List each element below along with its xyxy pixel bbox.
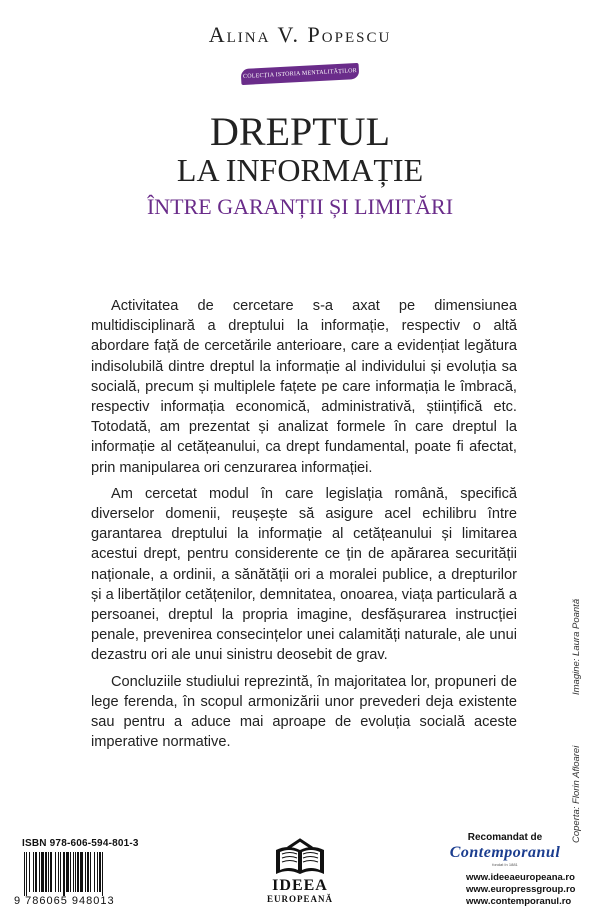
url-europressgroup[interactable]: www.europressgroup.ro [466, 884, 576, 895]
subtitle: ÎNTRE GARANȚII ȘI LIMITĂRI [146, 194, 454, 219]
contemporanul-tagline: fondat în 1881 [492, 862, 518, 867]
author-name: Alina V. Popescu [208, 22, 392, 47]
blurb-text [91, 296, 517, 758]
blurb-paragraph-1: Activitatea de cercetare s-a axat pe dimensiunea multidisciplinară a dreptului la informație, respectiv o altă abordare față de cercetările anterioare, care a evidențiat legătura indisolubilă dintre dreptul la informație al individului și evoluția sa socială, precum și multiplele fațete pe care informația le îmbracă, respectiv informația economică, administrativă, științifică etc. Totodată, am prezentat și analizat formele în care dreptul la informație al cetățeanului, ca drept fundamental, poate fi afectat, prin manipularea ori cenzurarea informației. [91, 298, 517, 476]
barcode-icon [22, 852, 136, 896]
url-contemporanul[interactable]: www.contemporanul.ro [466, 896, 572, 907]
url-ideeaeuropeana[interactable]: www.ideeaeuropeana.ro [466, 872, 575, 883]
publisher-logo [255, 838, 345, 916]
vertical-credits [571, 551, 582, 843]
blurb-paragraph-3: Concluziile studiului reprezintă, în majoritatea lor, propuneri de lege ferenda, în scopul armonizării unor prevederi deja existente sau pentru a aduce mai aproape de evoluția socială aceste imperative normative. [91, 673, 517, 751]
publisher-sub: EUROPEANĂ [266, 894, 333, 904]
recommend-label: Recomandat de [467, 832, 543, 843]
image-credit: Imagine: Laura Poantă [571, 598, 582, 696]
cover-credit: Coperta: Florin Afloarei [571, 745, 582, 843]
publisher-name: IDEEA [272, 877, 328, 894]
title-line-1: DREPTUL [210, 109, 390, 154]
open-book-icon [272, 838, 328, 878]
blurb-paragraph-2: Am cercetat modul în care legislația română, specifică diverselor domenii, reușește să asigure acel echilibru între garantarea dreptului la informație al cetățeanului și limitarea acestui drept, pentru considerente ce țin de apărarea securității naționale, a ordinii, a sănătății ori a moralei publice, a drepturilor și a libertăților cetățenilor, demnitatea, onoarea, viața particulară a persoanei, dreptul la propria imagine, desfășurarea instrucției penale, prevenirea consecințelor unei calamități naturale, ale unui dezastru ori ale unui sinistru deosebit de grav. [91, 485, 517, 664]
website-list [466, 872, 575, 908]
contemporanul-logo: Contemporanul [449, 844, 561, 861]
recommendation [440, 832, 570, 867]
barcode-digits: 9 786065 948013 [14, 895, 115, 907]
isbn-label: ISBN 978-606-594-801-3 [22, 838, 139, 849]
title-line-2: LA INFORMAȚIE [176, 152, 424, 188]
series-badge: COLECȚIA ISTORIA MENTALITĂȚILOR [241, 63, 360, 85]
